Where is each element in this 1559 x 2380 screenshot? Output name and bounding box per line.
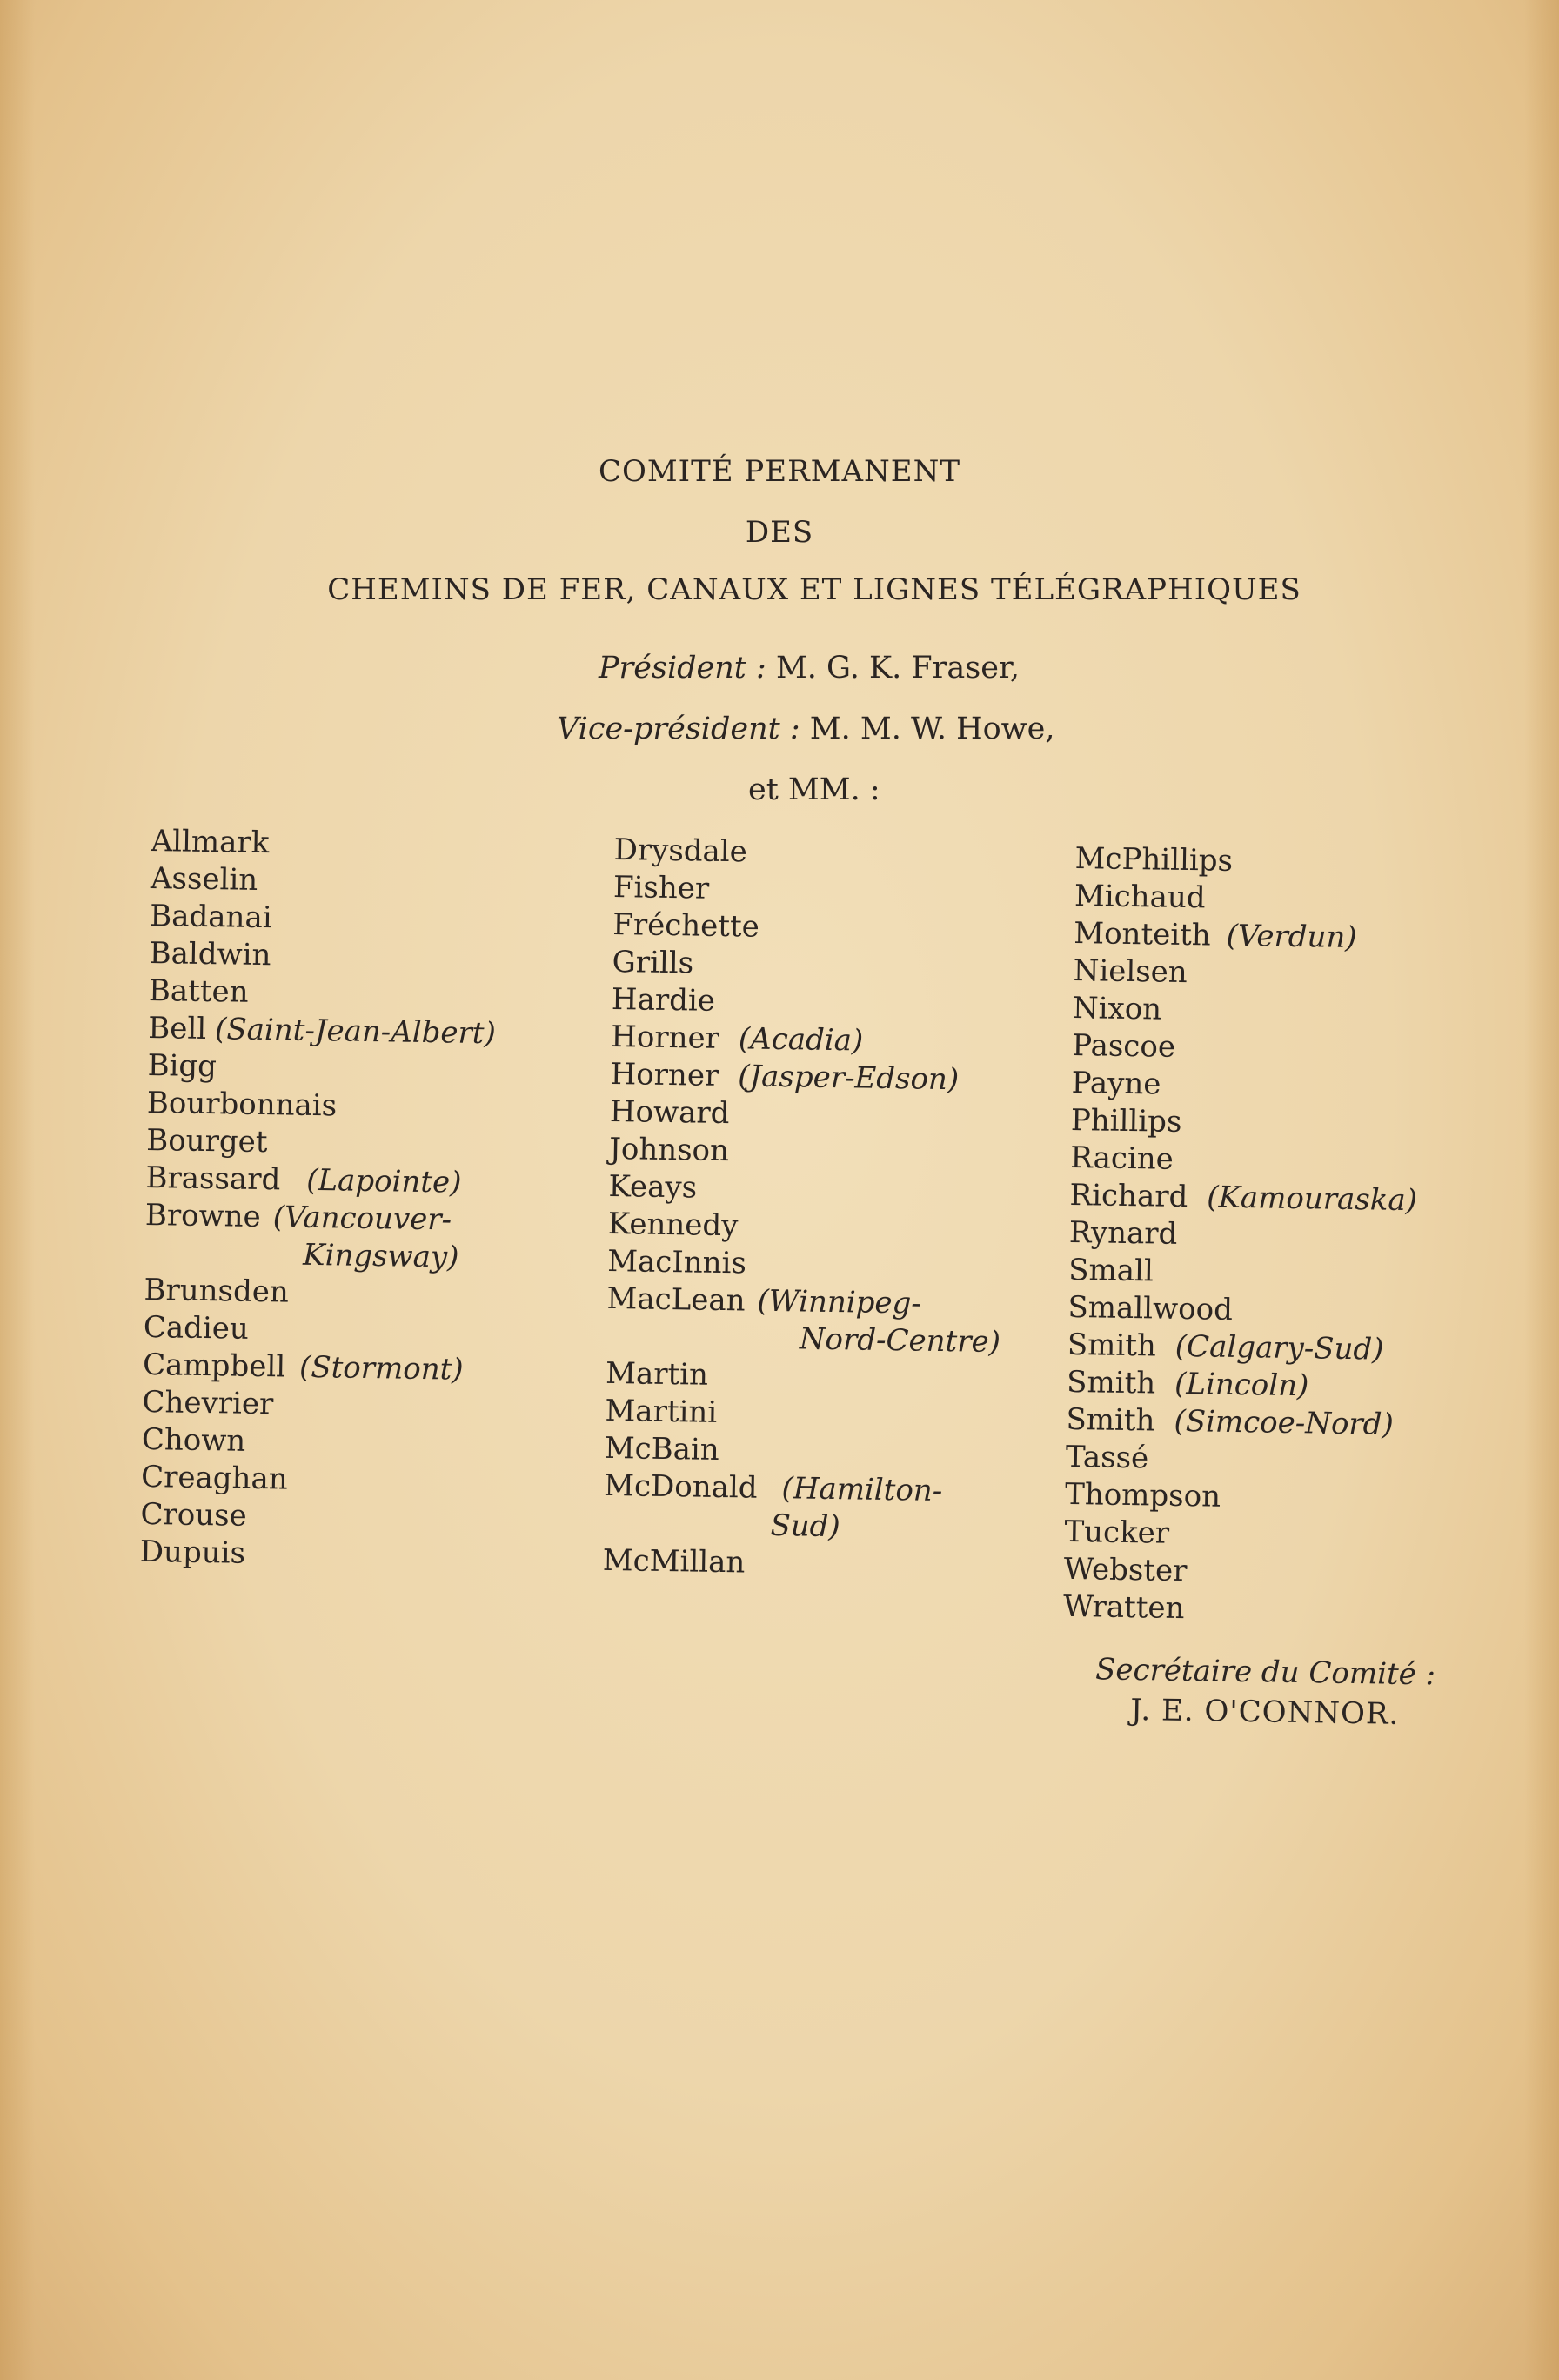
- member-riding: (Simcoe-Nord): [1174, 1403, 1395, 1442]
- secretary-name: J. E. O'CONNOR.: [1130, 1692, 1400, 1732]
- member-name: Chevrier: [142, 1384, 274, 1422]
- member-name: MacLean: [606, 1280, 746, 1319]
- member-name: Bourbonnais: [146, 1085, 338, 1124]
- vice-president-line: [557, 712, 1054, 746]
- members-column-1: [139, 823, 638, 1579]
- member-name: Nielsen: [1073, 953, 1188, 991]
- member-entry: [139, 1534, 627, 1579]
- member-name: Drysdale: [613, 832, 748, 870]
- member-name: Howard: [609, 1093, 730, 1132]
- president-line: [599, 651, 1020, 685]
- member-name: Smallwood: [1067, 1289, 1234, 1327]
- member-name: McPhillips: [1074, 840, 1234, 879]
- member-entry: [606, 1280, 1094, 1363]
- president-label: Président :: [599, 651, 766, 685]
- member-riding-line-1: (Winnipeg-: [757, 1283, 922, 1321]
- member-riding: (Saint-Jean-Albert): [214, 1012, 497, 1052]
- member-entry: [602, 1542, 1090, 1588]
- member-name: Crouse: [140, 1496, 248, 1534]
- member-name: Cadieu: [143, 1309, 250, 1347]
- member-name: Dupuis: [139, 1534, 246, 1571]
- committee-title-line-1: COMITÉ PERMANENT: [598, 454, 961, 489]
- member-name: Badanai: [150, 898, 272, 936]
- members-intro: et MM. :: [748, 772, 880, 807]
- member-name: Smith: [1066, 1364, 1156, 1401]
- member-name: Bourget: [145, 1122, 268, 1160]
- member-name: Tassé: [1065, 1439, 1149, 1476]
- committee-title-line-2: DES: [745, 515, 814, 550]
- member-riding: (Acadia): [738, 1021, 864, 1059]
- president-name: M. G. K. Fraser,: [775, 651, 1020, 685]
- member-name: Martin: [605, 1355, 709, 1393]
- committee-title-line-3: CHEMINS DE FER, CANAUX ET LIGNES TÉLÉGRAPHIQUES: [327, 572, 1301, 607]
- secretary-label: Secrétaire du Comité :: [1094, 1652, 1436, 1693]
- member-name: Campbell: [142, 1347, 286, 1385]
- vice-president-name: M. M. W. Howe,: [809, 712, 1055, 746]
- member-riding-line-2: Nord-Centre): [799, 1321, 1001, 1360]
- member-name: Browne: [144, 1197, 262, 1235]
- member-name: McDonald: [603, 1467, 758, 1506]
- member-name: Asselin: [150, 860, 258, 898]
- member-riding-line-1: (Vancouver-: [272, 1200, 452, 1238]
- member-name: Horner: [610, 1056, 719, 1093]
- member-name: Nixon: [1072, 990, 1162, 1027]
- member-name: Creaghan: [140, 1459, 288, 1497]
- page-edge-shading-left: [0, 0, 35, 2380]
- member-entry: [603, 1467, 1091, 1550]
- member-name: Payne: [1071, 1065, 1161, 1102]
- member-name: Racine: [1069, 1140, 1174, 1177]
- member-name: Monteith: [1074, 915, 1212, 953]
- member-name: Tucker: [1064, 1514, 1170, 1551]
- member-name: McBain: [604, 1430, 720, 1467]
- members-column-2: [602, 832, 1101, 1588]
- member-name: Chown: [141, 1421, 246, 1459]
- member-entry: [1063, 1588, 1551, 1634]
- member-riding-line-2: Sud): [770, 1508, 841, 1545]
- member-name: Hardie: [611, 981, 716, 1019]
- member-name: Keays: [608, 1168, 698, 1206]
- member-riding-line-1: (Hamilton-: [781, 1471, 943, 1509]
- member-name: Brassard: [145, 1160, 281, 1198]
- member-name: Phillips: [1070, 1102, 1182, 1140]
- member-entry: [148, 1010, 636, 1055]
- member-riding-line-2: Kingsway): [302, 1237, 459, 1275]
- vice-president-label: Vice-président :: [557, 712, 800, 746]
- member-entry: [144, 1197, 632, 1280]
- member-name: Horner: [610, 1019, 720, 1056]
- member-name: Grills: [612, 944, 694, 981]
- member-name: Wratten: [1062, 1588, 1185, 1627]
- member-name: McMillan: [602, 1542, 746, 1581]
- member-name: Martini: [605, 1393, 718, 1430]
- member-name: Pascoe: [1071, 1027, 1176, 1065]
- member-name: Thompson: [1064, 1476, 1221, 1514]
- member-riding: (Kamouraska): [1206, 1180, 1418, 1219]
- member-name: Allmark: [151, 823, 270, 861]
- members-column-3: [1063, 840, 1559, 1634]
- member-name: Small: [1067, 1252, 1154, 1289]
- member-name: Webster: [1063, 1551, 1188, 1589]
- committee-secretary: [1078, 1649, 1453, 1735]
- member-name: Smith: [1066, 1401, 1155, 1439]
- member-riding: (Lincoln): [1174, 1366, 1309, 1404]
- member-name: MacInnis: [606, 1243, 747, 1281]
- member-name: Batten: [148, 973, 249, 1010]
- member-name: Richard: [1069, 1177, 1188, 1215]
- member-name: Bigg: [147, 1047, 217, 1085]
- member-name: Brunsden: [144, 1272, 290, 1310]
- member-name: Smith: [1067, 1327, 1157, 1364]
- member-name: Rynard: [1068, 1214, 1178, 1252]
- member-name: Michaud: [1074, 878, 1206, 916]
- member-name: Fréchette: [612, 906, 760, 945]
- member-name: Kennedy: [607, 1206, 739, 1244]
- member-riding: (Calgary-Sud): [1174, 1328, 1384, 1367]
- member-name: Baldwin: [149, 935, 271, 973]
- member-name: Bell: [147, 1010, 207, 1047]
- member-name: Fisher: [612, 869, 710, 906]
- member-name: Johnson: [608, 1131, 730, 1169]
- member-riding: (Lapointe): [305, 1162, 462, 1200]
- member-riding: (Stormont): [298, 1349, 464, 1387]
- member-riding: (Jasper-Edson): [737, 1059, 960, 1098]
- member-riding: (Verdun): [1226, 918, 1357, 956]
